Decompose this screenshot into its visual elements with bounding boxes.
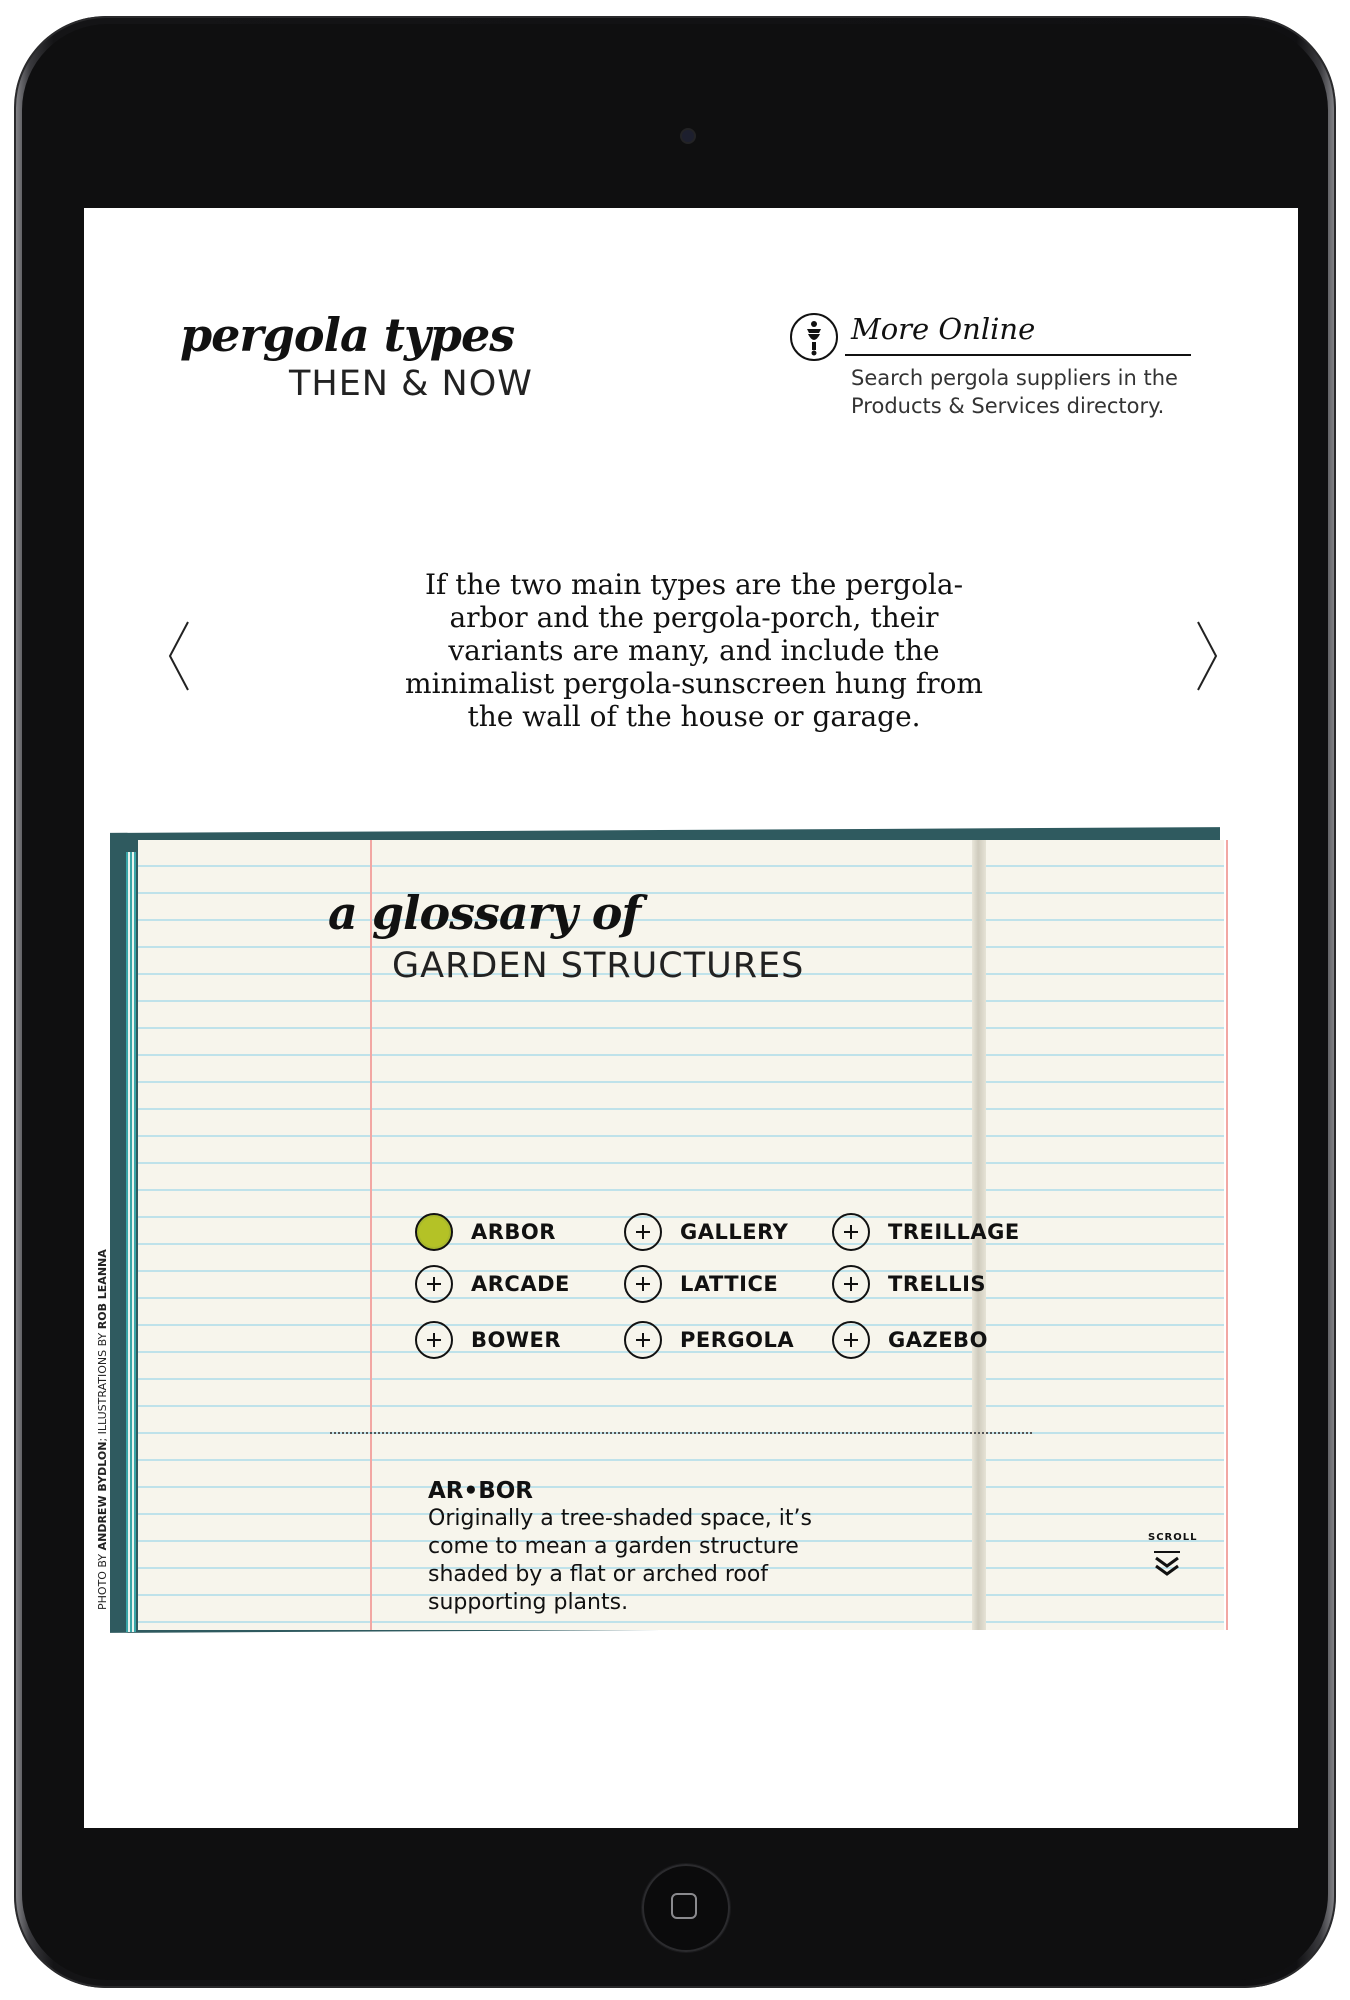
glossary-item-treillage[interactable] — [832, 1212, 1020, 1252]
glossary-item-bower[interactable] — [415, 1320, 561, 1360]
home-button[interactable] — [642, 1864, 730, 1952]
glossary-item-pergola[interactable] — [624, 1320, 794, 1360]
credit-photo-prefix: PHOTO BY — [96, 1550, 109, 1610]
notebook-page-edges — [126, 852, 136, 1632]
definition-term: AR•BOR — [428, 1478, 534, 1504]
glossary-item-trellis[interactable] — [832, 1264, 986, 1304]
credit-illus-prefix: ; ILLUSTRATIONS BY — [96, 1329, 109, 1442]
home-square-icon — [671, 1893, 697, 1919]
glossary-item-label: TRELLIS — [888, 1272, 987, 1296]
glossary-item-label: TREILLAGE — [888, 1220, 1020, 1244]
camera-icon — [682, 130, 694, 142]
glossary-item-arcade[interactable] — [415, 1264, 570, 1304]
page-subtitle: THEN & NOW — [289, 364, 533, 404]
glossary-item-label: ARBOR — [471, 1220, 556, 1244]
page-title: pergola types — [180, 308, 515, 362]
intro-quote: If the two main types are the pergola-arbor and the pergola-porch, their variants are many, and include the minimalist pergola-sunscreen hung from the wall of the house or garage. — [405, 568, 983, 733]
notebook-layer — [70, 192, 1284, 1812]
scroll-label: SCROLL — [1148, 1532, 1198, 1543]
glossary-item-label: GAZEBO — [888, 1328, 988, 1352]
glossary-item-gallery[interactable] — [624, 1212, 788, 1252]
selected-dot-icon — [415, 1213, 453, 1251]
credit-illus-name: ROB LEANNA — [96, 1249, 109, 1330]
plus-circle-icon — [832, 1265, 870, 1303]
glossary-item-label: LATTICE — [680, 1272, 779, 1296]
glossary-item-label: PERGOLA — [680, 1328, 795, 1352]
plus-circle-icon — [624, 1265, 662, 1303]
plus-circle-icon — [832, 1321, 870, 1359]
glossary-divider — [330, 1432, 1032, 1434]
plus-circle-icon — [624, 1321, 662, 1359]
double-chevron-down-icon[interactable] — [1152, 1550, 1182, 1578]
definition-text: Originally a tree-shaded space, it’s come to mean a garden structure shaded by a flat or arched roof supporting plants. — [428, 1506, 812, 1615]
glossary-subtitle: GARDEN STRUCTURES — [392, 946, 805, 986]
glossary-item-lattice[interactable] — [624, 1264, 778, 1304]
glossary-item-gazebo[interactable] — [832, 1320, 988, 1360]
glossary-item-label: BOWER — [471, 1328, 562, 1352]
plus-circle-icon — [624, 1213, 662, 1251]
glossary-item-label: GALLERY — [680, 1220, 789, 1244]
plus-circle-icon — [415, 1265, 453, 1303]
notebook-right-page — [984, 840, 1224, 1630]
plus-circle-icon — [415, 1321, 453, 1359]
margin-line-left — [370, 840, 372, 1630]
glossary-item-arbor[interactable] — [415, 1212, 556, 1252]
glossary-title: a glossary of — [328, 886, 641, 940]
more-online-text: Search pergola suppliers in the Products & Services directory. — [851, 366, 1178, 418]
credit-photo-name: ANDREW BYDLON — [96, 1441, 109, 1551]
glossary-item-label: ARCADE — [471, 1272, 570, 1296]
more-online-title: More Online — [851, 312, 1036, 346]
notebook-canvas — [70, 192, 1284, 1812]
margin-line-right — [1226, 840, 1228, 1630]
plus-circle-icon — [832, 1213, 870, 1251]
